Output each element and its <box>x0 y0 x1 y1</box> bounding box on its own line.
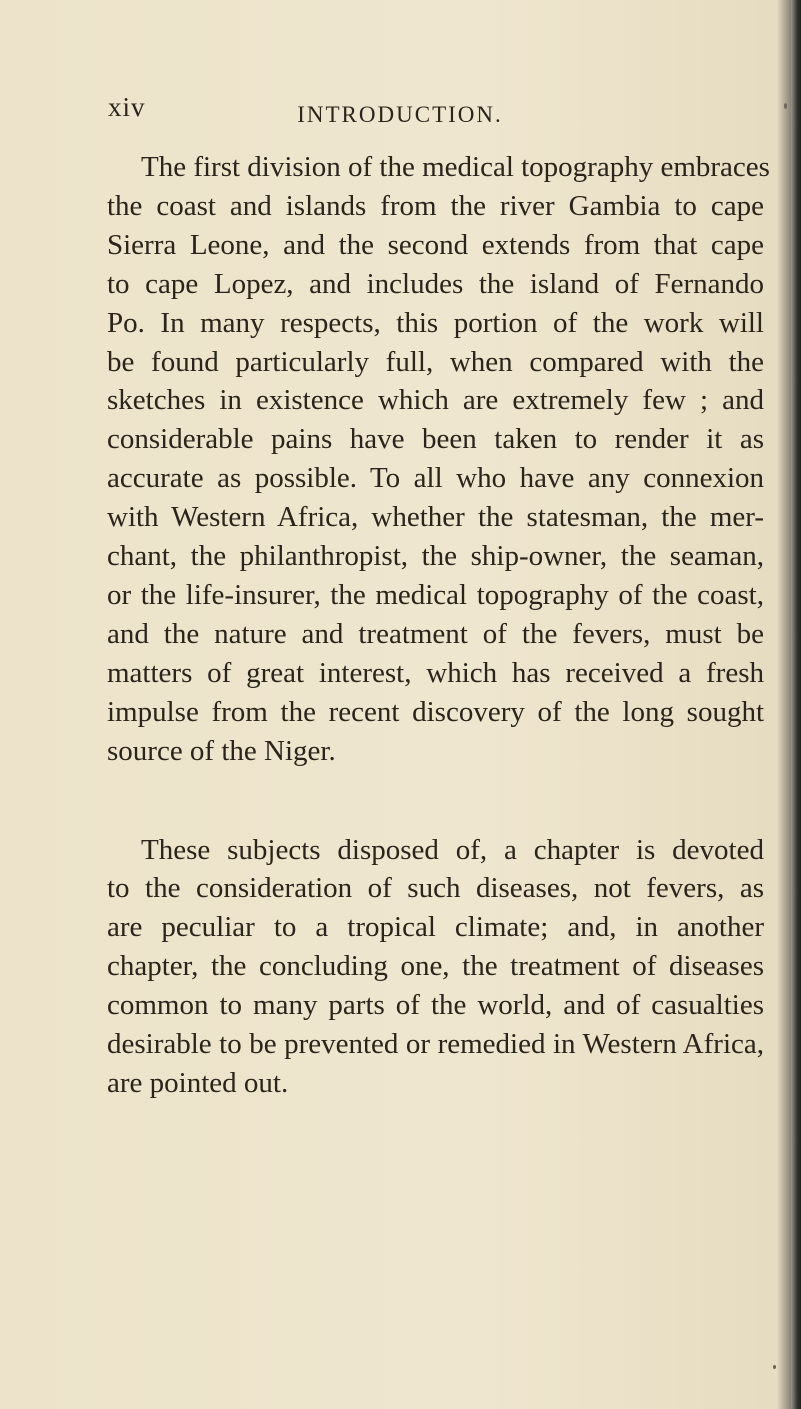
paper-speck <box>784 103 787 109</box>
paragraph-2 <box>107 831 764 1103</box>
page-edge-shadow <box>791 0 801 1409</box>
paragraph-gap <box>107 771 764 831</box>
text-line: be found particularly full, when compared with the <box>107 345 764 378</box>
running-head <box>0 92 790 132</box>
text-line: matters of great interest, which has received a fresh <box>107 656 764 689</box>
text-line: Sierra Leone, and the second extends from that cape <box>107 228 764 261</box>
text-line: with Western Africa, whether the statesman, the mer- <box>107 501 764 534</box>
paper-speck <box>773 1365 776 1369</box>
text-line: sketches in existence which are extremely few ; and <box>107 384 764 417</box>
paragraph-1 <box>107 148 770 771</box>
text-line: considerable pains have been taken to render it as <box>107 423 764 456</box>
text-line: and the nature and treatment of the fevers, must be <box>107 617 764 650</box>
text-line: The first division of the medical topography embraces <box>141 151 770 183</box>
text-line: are pointed out. <box>107 1066 289 1099</box>
text-line: common to many parts of the world, and of casualties <box>107 989 764 1022</box>
running-title: INTRODUCTION. <box>297 102 503 127</box>
page-number: xiv <box>108 92 146 122</box>
text-line: chapter, the concluding one, the treatment of diseases <box>107 950 764 983</box>
text-line: to the consideration of such diseases, not fevers, as <box>107 872 764 905</box>
text-line: These subjects disposed of, a chapter is devoted <box>141 833 764 866</box>
text-line: to cape Lopez, and includes the island of Fernando <box>107 267 764 300</box>
text-line: are peculiar to a tropical climate; and, in another <box>107 911 764 944</box>
text-line: the coast and islands from the river Gambia to cape <box>107 189 764 222</box>
text-line: chant, the philanthropist, the ship-owner, the seaman, <box>107 540 764 573</box>
text-line: source of the Niger. <box>107 734 336 767</box>
text-line: accurate as possible. To all who have any connexion <box>107 462 764 495</box>
text-line: or the life-insurer, the medical topography of the coast, <box>107 578 764 611</box>
text-line: desirable to be prevented or remedied in Western Africa, <box>107 1028 764 1061</box>
text-line: Po. In many respects, this portion of the work will <box>107 306 764 339</box>
text-line: impulse from the recent discovery of the long sought <box>107 695 764 728</box>
body-text <box>107 148 770 1103</box>
